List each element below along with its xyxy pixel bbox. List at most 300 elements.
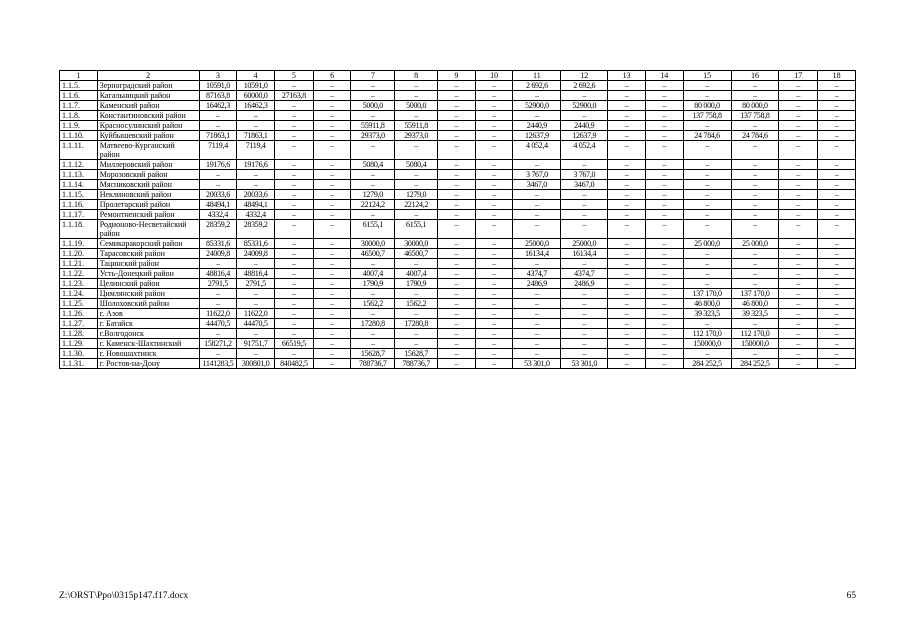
value-cell: – <box>818 210 856 220</box>
value-cell: 28359,2 <box>237 220 275 239</box>
value-cell: – <box>199 121 237 131</box>
footer-file-path: Z:\ORST\Ppo\0315p147.f17.docx <box>59 591 189 601</box>
value-cell: 150000,0 <box>683 339 731 349</box>
district-name-cell: Целинский район <box>97 279 199 289</box>
district-name-cell: Красносулинский район <box>97 121 199 131</box>
value-cell: – <box>199 329 237 339</box>
value-cell: – <box>731 180 779 190</box>
value-cell: 85331,6 <box>237 239 275 249</box>
value-cell: – <box>275 180 314 190</box>
value-cell: – <box>351 329 395 339</box>
value-cell: – <box>779 249 818 259</box>
value-cell: – <box>683 259 731 269</box>
value-cell: – <box>561 91 608 101</box>
value-cell: 112 170,0 <box>683 329 731 339</box>
value-cell: 48816,4 <box>237 269 275 279</box>
value-cell: – <box>313 91 351 101</box>
value-cell: 24 784,6 <box>731 131 779 141</box>
value-cell: – <box>313 349 351 359</box>
row-code-cell: 1.1.8. <box>60 111 98 121</box>
table-body <box>60 71 856 369</box>
value-cell: – <box>608 160 646 170</box>
value-cell: – <box>438 339 476 349</box>
value-cell: – <box>513 339 561 349</box>
value-cell: – <box>645 101 683 111</box>
value-cell: – <box>475 319 513 329</box>
row-code-cell: 1.1.15. <box>60 190 98 200</box>
value-cell: – <box>779 141 818 160</box>
value-cell: 284 252,5 <box>731 359 779 369</box>
value-cell: 4332,4 <box>199 210 237 220</box>
table-row <box>60 299 856 309</box>
value-cell: – <box>561 339 608 349</box>
value-cell: – <box>779 269 818 279</box>
value-cell: – <box>645 359 683 369</box>
value-cell: – <box>395 309 438 319</box>
table-row <box>60 289 856 299</box>
value-cell: – <box>475 141 513 160</box>
value-cell: – <box>683 81 731 91</box>
value-cell: 12637,9 <box>513 131 561 141</box>
value-cell: – <box>645 239 683 249</box>
value-cell: – <box>475 190 513 200</box>
value-cell: 4374,7 <box>561 269 608 279</box>
value-cell: – <box>645 210 683 220</box>
value-cell: – <box>438 190 476 200</box>
value-cell: – <box>237 289 275 299</box>
value-cell: – <box>351 180 395 190</box>
row-code-cell: 1.1.23. <box>60 279 98 289</box>
value-cell: 25 000,0 <box>731 239 779 249</box>
value-cell: – <box>608 200 646 210</box>
value-cell: – <box>608 259 646 269</box>
value-cell: – <box>438 210 476 220</box>
value-cell: – <box>313 289 351 299</box>
table-row <box>60 220 856 239</box>
value-cell: – <box>313 160 351 170</box>
value-cell: – <box>438 180 476 190</box>
value-cell: – <box>779 359 818 369</box>
district-name-cell: г. Азов <box>97 309 199 319</box>
value-cell: 4374,7 <box>513 269 561 279</box>
value-cell: – <box>475 111 513 121</box>
table-row <box>60 210 856 220</box>
value-cell: 2 692,6 <box>561 81 608 91</box>
value-cell: – <box>608 220 646 239</box>
value-cell: – <box>608 269 646 279</box>
value-cell: 24009,8 <box>237 249 275 259</box>
value-cell: – <box>475 210 513 220</box>
row-code-cell: 1.1.10. <box>60 131 98 141</box>
value-cell: – <box>645 81 683 91</box>
district-name-cell: Матвеево-Курганский район <box>97 141 199 160</box>
row-code-cell: 1.1.31. <box>60 359 98 369</box>
value-cell: – <box>645 170 683 180</box>
table-row <box>60 170 856 180</box>
value-cell: – <box>608 101 646 111</box>
value-cell: – <box>395 180 438 190</box>
value-cell: – <box>731 249 779 259</box>
value-cell: – <box>199 170 237 180</box>
value-cell: – <box>438 269 476 279</box>
value-cell: – <box>731 190 779 200</box>
value-cell: – <box>438 359 476 369</box>
value-cell: 24009,8 <box>199 249 237 259</box>
row-code-cell: 1.1.30. <box>60 349 98 359</box>
value-cell: – <box>438 289 476 299</box>
value-cell: – <box>313 319 351 329</box>
district-name-cell: Каменский район <box>97 101 199 111</box>
value-cell: – <box>818 91 856 101</box>
value-cell: – <box>608 309 646 319</box>
value-cell: – <box>395 329 438 339</box>
value-cell: – <box>779 131 818 141</box>
value-cell: – <box>351 289 395 299</box>
value-cell: – <box>818 121 856 131</box>
value-cell: – <box>513 200 561 210</box>
value-cell: 44470,5 <box>237 319 275 329</box>
value-cell: – <box>275 329 314 339</box>
value-cell: 300801,0 <box>237 359 275 369</box>
value-cell: – <box>779 220 818 239</box>
value-cell: – <box>475 180 513 190</box>
value-cell: – <box>313 279 351 289</box>
value-cell: 4332,4 <box>237 210 275 220</box>
value-cell: – <box>475 200 513 210</box>
value-cell: – <box>313 210 351 220</box>
value-cell: – <box>645 319 683 329</box>
value-cell: 6155,1 <box>351 220 395 239</box>
value-cell: – <box>645 349 683 359</box>
value-cell: – <box>475 289 513 299</box>
value-cell: – <box>199 299 237 309</box>
value-cell: – <box>275 289 314 299</box>
value-cell: – <box>818 200 856 210</box>
value-cell: – <box>351 309 395 319</box>
value-cell: – <box>237 170 275 180</box>
value-cell: – <box>313 180 351 190</box>
value-cell: – <box>645 279 683 289</box>
value-cell: – <box>395 91 438 101</box>
district-name-cell: Семикаракорский район <box>97 239 199 249</box>
value-cell: – <box>608 319 646 329</box>
value-cell: – <box>313 200 351 210</box>
value-cell: – <box>513 111 561 121</box>
value-cell: – <box>779 289 818 299</box>
value-cell: 150000,0 <box>731 339 779 349</box>
value-cell: 7119,4 <box>199 141 237 160</box>
table-row <box>60 180 856 190</box>
district-name-cell: г. Новошахтинск <box>97 349 199 359</box>
value-cell: 48494,1 <box>199 200 237 210</box>
value-cell: 29373,0 <box>351 131 395 141</box>
value-cell: – <box>608 141 646 160</box>
value-cell: – <box>608 299 646 309</box>
value-cell: – <box>275 111 314 121</box>
value-cell: – <box>608 210 646 220</box>
value-cell: – <box>608 339 646 349</box>
value-cell: – <box>731 121 779 131</box>
value-cell: 5000,0 <box>395 101 438 111</box>
row-code-cell: 1.1.20. <box>60 249 98 259</box>
district-name-cell: Тарасовский район <box>97 249 199 259</box>
value-cell: – <box>561 111 608 121</box>
value-cell: – <box>275 210 314 220</box>
value-cell: – <box>395 210 438 220</box>
value-cell: – <box>645 180 683 190</box>
value-cell: – <box>475 329 513 339</box>
value-cell: – <box>731 200 779 210</box>
value-cell: – <box>779 259 818 269</box>
value-cell: – <box>683 160 731 170</box>
value-cell: 17280,8 <box>395 319 438 329</box>
value-cell: – <box>351 210 395 220</box>
value-cell: 71863,1 <box>199 131 237 141</box>
column-number-cell: 10 <box>475 71 513 81</box>
column-number-cell: 12 <box>561 71 608 81</box>
table-row <box>60 329 856 339</box>
table-row <box>60 111 856 121</box>
table-row <box>60 279 856 289</box>
column-number-cell: 9 <box>438 71 476 81</box>
value-cell: – <box>683 269 731 279</box>
row-code-cell: 1.1.19. <box>60 239 98 249</box>
district-name-cell: г. Батайск <box>97 319 199 329</box>
value-cell: – <box>475 239 513 249</box>
value-cell: – <box>513 190 561 200</box>
value-cell: – <box>561 259 608 269</box>
row-code-cell: 1.1.13. <box>60 170 98 180</box>
value-cell: 10591,0 <box>199 81 237 91</box>
value-cell: 16462,3 <box>199 101 237 111</box>
value-cell: – <box>731 141 779 160</box>
value-cell: – <box>731 349 779 359</box>
table-row <box>60 339 856 349</box>
value-cell: 80 000,0 <box>731 101 779 111</box>
value-cell: – <box>237 329 275 339</box>
value-cell: – <box>818 249 856 259</box>
row-code-cell: 1.1.12. <box>60 160 98 170</box>
value-cell: – <box>645 329 683 339</box>
value-cell: – <box>438 81 476 91</box>
value-cell: 11622,0 <box>237 309 275 319</box>
value-cell: 16134,4 <box>561 249 608 259</box>
value-cell: 4007,4 <box>395 269 438 279</box>
value-cell: – <box>313 190 351 200</box>
row-code-cell: 1.1.9. <box>60 121 98 131</box>
value-cell: – <box>731 259 779 269</box>
value-cell: – <box>818 239 856 249</box>
value-cell: – <box>395 111 438 121</box>
value-cell: – <box>438 121 476 131</box>
value-cell: – <box>475 339 513 349</box>
column-number-cell: 3 <box>199 71 237 81</box>
value-cell: – <box>645 200 683 210</box>
value-cell: – <box>275 160 314 170</box>
value-cell: 39 323,5 <box>683 309 731 319</box>
column-number-cell: 2 <box>97 71 199 81</box>
value-cell: – <box>683 141 731 160</box>
row-code-cell: 1.1.17. <box>60 210 98 220</box>
value-cell: – <box>818 220 856 239</box>
value-cell: 16462,3 <box>237 101 275 111</box>
column-number-cell: 11 <box>513 71 561 81</box>
value-cell: – <box>731 81 779 91</box>
value-cell: – <box>645 141 683 160</box>
value-cell: – <box>475 220 513 239</box>
value-cell: – <box>818 329 856 339</box>
value-cell: – <box>199 111 237 121</box>
value-cell: – <box>683 349 731 359</box>
value-cell: – <box>513 259 561 269</box>
value-cell: – <box>313 309 351 319</box>
value-cell: – <box>351 111 395 121</box>
value-cell: – <box>645 269 683 279</box>
district-name-cell: Куйбышевский район <box>97 131 199 141</box>
value-cell: – <box>645 259 683 269</box>
value-cell: – <box>513 289 561 299</box>
value-cell: – <box>683 170 731 180</box>
value-cell: – <box>395 81 438 91</box>
value-cell: – <box>818 289 856 299</box>
value-cell: – <box>683 249 731 259</box>
page-number: 65 <box>846 591 856 601</box>
value-cell: – <box>199 289 237 299</box>
value-cell: – <box>683 121 731 131</box>
value-cell: – <box>438 220 476 239</box>
value-cell: 30000,0 <box>351 239 395 249</box>
value-cell: – <box>645 309 683 319</box>
value-cell: – <box>438 299 476 309</box>
value-cell: – <box>438 279 476 289</box>
value-cell: – <box>475 81 513 91</box>
value-cell: – <box>645 299 683 309</box>
value-cell: 284 252,5 <box>683 359 731 369</box>
value-cell: – <box>779 111 818 121</box>
value-cell: – <box>351 170 395 180</box>
value-cell: – <box>199 180 237 190</box>
table-row <box>60 259 856 269</box>
value-cell: – <box>779 239 818 249</box>
value-cell: – <box>475 269 513 279</box>
value-cell: 91751,7 <box>237 339 275 349</box>
value-cell: – <box>237 299 275 309</box>
value-cell: – <box>779 210 818 220</box>
value-cell: – <box>683 210 731 220</box>
row-code-cell: 1.1.11. <box>60 141 98 160</box>
value-cell: 29373,0 <box>395 131 438 141</box>
value-cell: 3467,0 <box>561 180 608 190</box>
value-cell: – <box>475 349 513 359</box>
value-cell: – <box>313 101 351 111</box>
value-cell: – <box>438 111 476 121</box>
value-cell: 52900,0 <box>513 101 561 111</box>
value-cell: 137 170,0 <box>731 289 779 299</box>
value-cell: 60000,0 <box>237 91 275 101</box>
value-cell: 11622,0 <box>199 309 237 319</box>
value-cell: – <box>313 111 351 121</box>
value-cell: – <box>608 329 646 339</box>
value-cell: – <box>608 91 646 101</box>
value-cell: – <box>351 339 395 349</box>
value-cell: – <box>818 101 856 111</box>
value-cell: – <box>275 200 314 210</box>
value-cell: – <box>608 180 646 190</box>
value-cell: – <box>608 170 646 180</box>
value-cell: – <box>513 329 561 339</box>
value-cell: – <box>561 329 608 339</box>
district-name-cell: Миллеровский район <box>97 160 199 170</box>
value-cell: – <box>275 239 314 249</box>
value-cell: – <box>438 249 476 259</box>
district-name-cell: Мясниковский район <box>97 180 199 190</box>
value-cell: – <box>779 81 818 91</box>
value-cell: – <box>313 121 351 131</box>
district-name-cell: Родионово-Несветайский район <box>97 220 199 239</box>
value-cell: – <box>313 329 351 339</box>
value-cell: – <box>395 141 438 160</box>
value-cell: 840482,5 <box>275 359 314 369</box>
value-cell: – <box>818 279 856 289</box>
table-row <box>60 81 856 91</box>
value-cell: 24 784,6 <box>683 131 731 141</box>
value-cell: – <box>313 81 351 91</box>
value-cell: – <box>608 249 646 259</box>
value-cell: – <box>513 299 561 309</box>
value-cell: 4007,4 <box>351 269 395 279</box>
value-cell: – <box>683 200 731 210</box>
value-cell: 2791,5 <box>199 279 237 289</box>
value-cell: – <box>731 91 779 101</box>
value-cell: – <box>351 81 395 91</box>
value-cell: 46 800,0 <box>731 299 779 309</box>
value-cell: 20033,6 <box>237 190 275 200</box>
value-cell: – <box>275 141 314 160</box>
value-cell: – <box>561 349 608 359</box>
value-cell: – <box>683 279 731 289</box>
district-name-cell: Неклиновский район <box>97 190 199 200</box>
value-cell: 39 323,5 <box>731 309 779 319</box>
value-cell: – <box>608 349 646 359</box>
row-code-cell: 1.1.18. <box>60 220 98 239</box>
value-cell: – <box>275 299 314 309</box>
value-cell: 788736,7 <box>395 359 438 369</box>
value-cell: 15628,7 <box>351 349 395 359</box>
value-cell: – <box>608 131 646 141</box>
value-cell: – <box>237 259 275 269</box>
value-cell: – <box>313 239 351 249</box>
value-cell: 28359,2 <box>199 220 237 239</box>
table-row <box>60 200 856 210</box>
value-cell: 3 767,0 <box>513 170 561 180</box>
value-cell: 20033,6 <box>199 190 237 200</box>
value-cell: – <box>818 259 856 269</box>
value-cell: 2486,9 <box>561 279 608 289</box>
value-cell: 16134,4 <box>513 249 561 259</box>
table-row <box>60 239 856 249</box>
value-cell: – <box>779 279 818 289</box>
value-cell: – <box>395 289 438 299</box>
value-cell: – <box>237 121 275 131</box>
district-name-cell: г.Волгодонск <box>97 329 199 339</box>
table-row <box>60 141 856 160</box>
value-cell: 19176,6 <box>199 160 237 170</box>
value-cell: – <box>731 170 779 180</box>
value-cell: – <box>199 259 237 269</box>
value-cell: 48816,4 <box>199 269 237 279</box>
table-row <box>60 249 856 259</box>
value-cell: 52900,0 <box>561 101 608 111</box>
